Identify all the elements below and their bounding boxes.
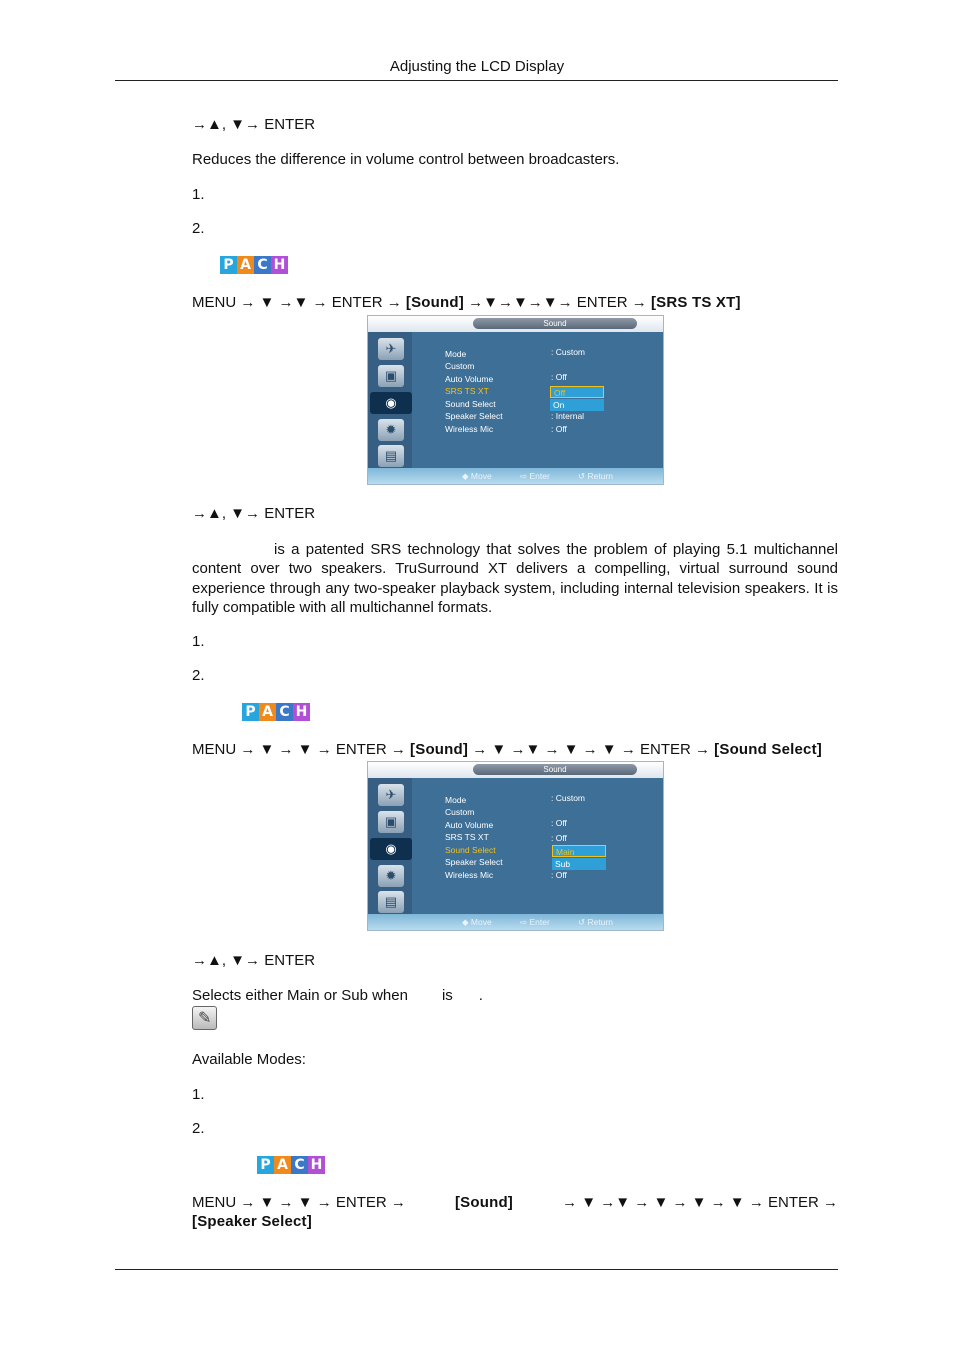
- menu-target-label: [Speaker Select]: [192, 1213, 312, 1230]
- menu-path-prefix: MENU → ▼ → ▼ → ENTER →: [192, 741, 406, 758]
- page-header-title: Adjusting the LCD Display: [389, 58, 565, 75]
- pach-letter: H: [293, 703, 310, 721]
- osd-menu-item[interactable]: Auto Volume: [445, 374, 494, 384]
- picture-icon[interactable]: ▣: [378, 811, 404, 833]
- pach-badge: [257, 1156, 325, 1174]
- osd-bottom-bar: [368, 468, 663, 484]
- pach-letter: A: [274, 1156, 291, 1174]
- menu-path-mid: → ▼ →▼ → ▼ → ▼ → ENTER →: [472, 741, 710, 758]
- pach-letter: P: [242, 703, 259, 721]
- note-icon: ✎: [192, 1006, 217, 1030]
- osd-value: : Custom: [551, 347, 586, 357]
- osd-option-selected[interactable]: Off: [550, 386, 604, 398]
- osd-sound-menu-sound-select: [367, 761, 664, 931]
- osd-title: Sound: [473, 318, 637, 329]
- osd-menu-item[interactable]: Speaker Select: [445, 411, 503, 421]
- multi-window-icon[interactable]: ▤: [378, 445, 404, 467]
- osd-option-selected[interactable]: Main: [552, 845, 606, 857]
- header-rule: [115, 80, 838, 81]
- pach-letter: C: [276, 703, 293, 721]
- osd-sound-menu-srs: [367, 315, 664, 485]
- pach-letter: P: [220, 256, 237, 274]
- osd-value: : Custom: [551, 793, 586, 803]
- speaker-icon[interactable]: ✈: [378, 784, 404, 806]
- pach-letter: A: [237, 256, 254, 274]
- menu-path-mid: →▼→▼→▼→ ENTER →: [468, 294, 647, 311]
- menu-sound-label: [Sound]: [454, 1194, 513, 1211]
- menu-path-prefix: MENU → ▼ →▼ → ENTER →: [192, 294, 402, 311]
- list-item-number: 2.: [192, 667, 205, 684]
- nav-hint: →▲, ▼→ ENTER: [192, 952, 316, 969]
- menu-sound-label: [Sound]: [405, 294, 464, 311]
- pach-letter: C: [291, 1156, 308, 1174]
- menu-target-label: [Sound Select]: [714, 741, 822, 758]
- setup-icon[interactable]: ✹: [378, 865, 404, 887]
- osd-menu-item[interactable]: Wireless Mic: [445, 424, 494, 434]
- enter-hint: ⇨ Enter: [520, 471, 550, 481]
- osd-menu-item[interactable]: Wireless Mic: [445, 870, 494, 880]
- pach-letter: H: [271, 256, 288, 274]
- osd-menu-item[interactable]: SRS TS XT: [445, 832, 489, 842]
- menu-path: [192, 741, 822, 758]
- pach-badge: [242, 703, 310, 721]
- enter-hint: ⇨ Enter: [520, 917, 550, 927]
- return-hint: ↺ Return: [578, 917, 613, 927]
- menu-target-label: [SRS TS XT]: [650, 294, 741, 311]
- osd-value: : Off: [551, 818, 567, 828]
- osd-option[interactable]: Sub: [552, 858, 606, 870]
- osd-sidebar: [368, 332, 412, 470]
- sound-select-description: Selects either Main or Sub when is .: [192, 987, 483, 1004]
- pach-letter: H: [308, 1156, 325, 1174]
- setup-icon[interactable]: ✹: [378, 419, 404, 441]
- pach-badge: [220, 256, 288, 274]
- speaker-icon[interactable]: ✈: [378, 338, 404, 360]
- osd-title: Sound: [473, 764, 637, 775]
- sound-icon[interactable]: ◉: [370, 838, 412, 860]
- move-hint: ◆ Move: [462, 917, 492, 927]
- osd-value: : Off: [551, 870, 567, 880]
- list-item-number: 2.: [192, 1120, 205, 1137]
- osd-value: : Internal: [551, 411, 585, 421]
- menu-sound-label: [Sound]: [410, 741, 469, 758]
- multi-window-icon[interactable]: ▤: [378, 891, 404, 913]
- osd-menu-item[interactable]: Auto Volume: [445, 820, 494, 830]
- osd-menu-item[interactable]: Custom: [445, 807, 475, 817]
- osd-sidebar: [368, 778, 412, 916]
- osd-menu-item[interactable]: Speaker Select: [445, 857, 503, 867]
- osd-menu-item[interactable]: Mode: [445, 795, 467, 805]
- srs-description: is a patented SRS technology that solves the problem of playing 5.1 multichannel content over two speakers. TruSurround XT delivers a compelling, virtual surround sound experience through any two-speaker playback system, including internal television speakers. It is fully compatible with all multichannel formats.: [192, 541, 838, 616]
- menu-path-prefix: MENU → ▼ → ▼ → ENTER →: [192, 1194, 406, 1211]
- list-item-number: 1.: [192, 633, 205, 650]
- osd-bottom-bar: [368, 914, 663, 930]
- osd-menu-item[interactable]: Sound Select: [445, 399, 496, 409]
- nav-hint: →▲, ▼→ ENTER: [192, 505, 316, 522]
- menu-path-mid: → ▼ →▼ → ▼ → ▼ → ▼ → ENTER →: [562, 1194, 838, 1211]
- move-hint: ◆ Move: [462, 471, 492, 481]
- osd-value: : Off: [551, 372, 567, 382]
- sound-icon[interactable]: ◉: [370, 392, 412, 414]
- pach-letter: C: [254, 256, 271, 274]
- picture-icon[interactable]: ▣: [378, 365, 404, 387]
- list-item-number: 1.: [192, 186, 205, 203]
- list-item-number: 2.: [192, 220, 205, 237]
- osd-menu-item[interactable]: Custom: [445, 361, 475, 371]
- osd-value: : Off: [551, 424, 567, 434]
- nav-hint: →▲, ▼→ ENTER: [192, 116, 316, 133]
- pach-letter: A: [259, 703, 276, 721]
- osd-option[interactable]: On: [550, 399, 604, 411]
- list-item-number: 1.: [192, 1086, 205, 1103]
- osd-menu-item[interactable]: Mode: [445, 349, 467, 359]
- pach-letter: P: [257, 1156, 274, 1174]
- footer-rule: [115, 1269, 838, 1270]
- osd-menu-item-selected[interactable]: SRS TS XT: [445, 386, 489, 396]
- menu-path: [192, 1194, 838, 1211]
- osd-menu-item-selected[interactable]: Sound Select: [445, 845, 496, 855]
- menu-path: [192, 294, 741, 311]
- auto-volume-description: Reduces the difference in volume control between broadcasters.: [192, 151, 620, 168]
- menu-path-continued: [192, 1213, 312, 1230]
- osd-value: : Off: [551, 833, 567, 843]
- available-modes-label: Available Modes:: [192, 1051, 306, 1068]
- return-hint: ↺ Return: [578, 471, 613, 481]
